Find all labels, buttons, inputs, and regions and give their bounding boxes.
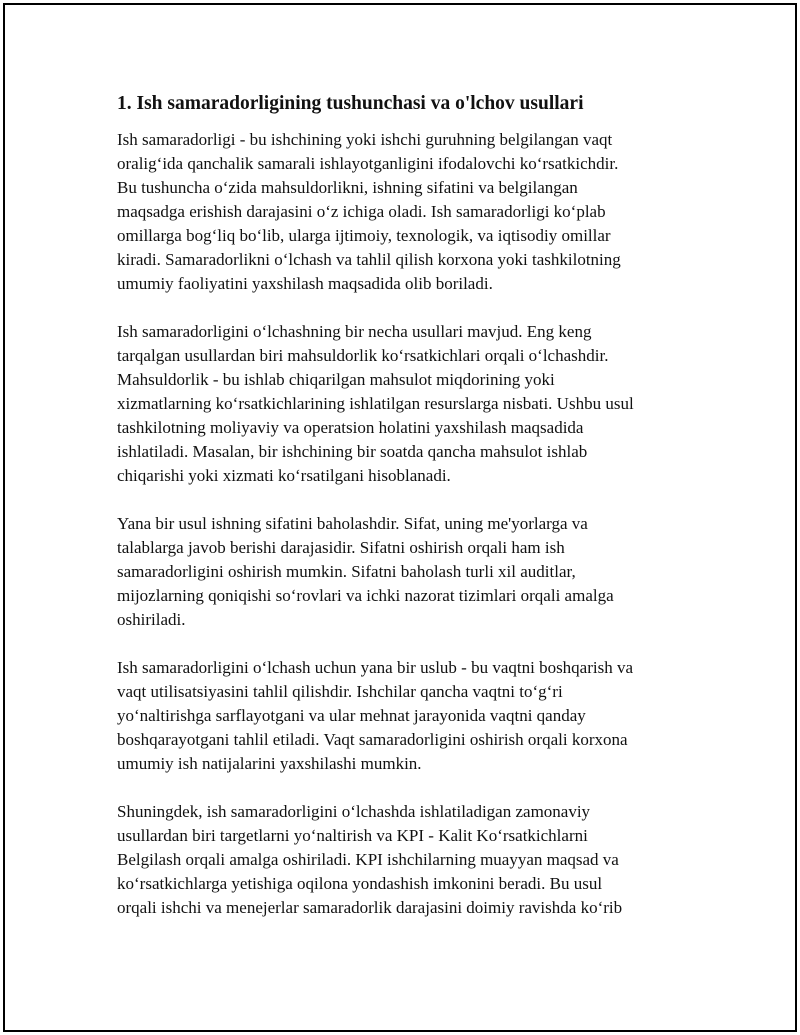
text-line: umumiy faoliyatini yaxshilash maqsadida olib boriladi. — [117, 274, 493, 293]
text-line: tarqalgan usullardan biri mahsuldorlik ko‘rsatkichlari orqali o‘lchashdir. — [117, 346, 609, 365]
text-line: mijozlarning qoniqishi so‘rovlari va ichki nazorat tizimlari orqali amalga — [117, 586, 614, 605]
text-line: Ish samaradorligini o‘lchash uchun yana bir uslub - bu vaqtni boshqarish va — [117, 658, 634, 677]
text-line: Shuningdek, ish samaradorligini o‘lchashda ishlatiladigan zamonaviy — [117, 802, 591, 821]
text-line: Yana bir usul ishning sifatini baholashdir. Sifat, uning me'yorlarga va — [117, 514, 588, 533]
text-line: xizmatlarning ko‘rsatkichlarining ishlatilgan resurslarga nisbati. Ushbu usul — [117, 394, 634, 413]
text-line: oralig‘ida qanchalik samarali ishlayotganligini ifodalovchi ko‘rsatkichdir. — [117, 154, 619, 173]
paragraph-time-management — [117, 656, 687, 776]
paragraph-productivity — [117, 320, 687, 488]
section-heading: 1. Ish samaradorligining tushunchasi va o'lchov usullari — [117, 93, 584, 114]
text-line: maqsadga erishish darajasini o‘z ichiga oladi. Ish samaradorligi ko‘plab — [117, 202, 606, 221]
text-line: talablarga javob berishi darajasidir. Sifatni oshirish orqali ham ish — [117, 538, 565, 557]
text-line: umumiy ish natijalarini yaxshilashi mumkin. — [117, 754, 422, 773]
text-line: vaqt utilisatsiyasini tahlil qilishdir. Ishchilar qancha vaqtni to‘g‘ri — [117, 682, 563, 701]
paragraph-kpi — [117, 800, 687, 920]
text-line: tashkilotning moliyaviy va operatsion holatini yaxshilash maqsadida — [117, 418, 584, 437]
text-line: usullardan biri targetlarni yo‘naltirish va KPI - Kalit Ko‘rsatkichlarni — [117, 826, 588, 845]
text-line: boshqarayotgani tahlil etiladi. Vaqt samaradorligini oshirish orqali korxona — [117, 730, 628, 749]
paragraph-definition — [117, 128, 687, 296]
text-line: orqali ishchi va menejerlar samaradorlik darajasini doimiy ravishda ko‘rib — [117, 898, 623, 917]
text-line: samaradorligini oshirish mumkin. Sifatni baholash turli xil auditlar, — [117, 562, 576, 581]
text-line: Ish samaradorligini o‘lchashning bir necha usullari mavjud. Eng keng — [117, 322, 592, 341]
text-line: ishlatiladi. Masalan, bir ishchining bir soatda qancha mahsulot ishlab — [117, 442, 588, 461]
text-line: Ish samaradorligi - bu ishchining yoki ishchi guruhning belgilangan vaqt — [117, 130, 613, 149]
text-line: ko‘rsatkichlarga yetishiga oqilona yondashish imkonini beradi. Bu usul — [117, 874, 603, 893]
document-body — [117, 90, 687, 944]
text-line: Belgilash orqali amalga oshiriladi. KPI ishchilarning muayyan maqsad va — [117, 850, 619, 869]
text-line: yo‘naltirishga sarflayotgani va ular mehnat jarayonida vaqtni qanday — [117, 706, 586, 725]
paragraph-quality — [117, 512, 687, 632]
text-line: Mahsuldorlik - bu ishlab chiqarilgan mahsulot miqdorining yoki — [117, 370, 555, 389]
text-line: kiradi. Samaradorlikni o‘lchash va tahlil qilish korxona yoki tashkilotning — [117, 250, 621, 269]
text-line: oshiriladi. — [117, 610, 186, 629]
text-line: Bu tushuncha o‘zida mahsuldorlikni, ishning sifatini va belgilangan — [117, 178, 578, 197]
text-line: chiqarishi yoki xizmati ko‘rsatilgani hisoblanadi. — [117, 466, 451, 485]
text-line: omillarga bog‘liq bo‘lib, ularga ijtimoiy, texnologik, va iqtisodiy omillar — [117, 226, 611, 245]
